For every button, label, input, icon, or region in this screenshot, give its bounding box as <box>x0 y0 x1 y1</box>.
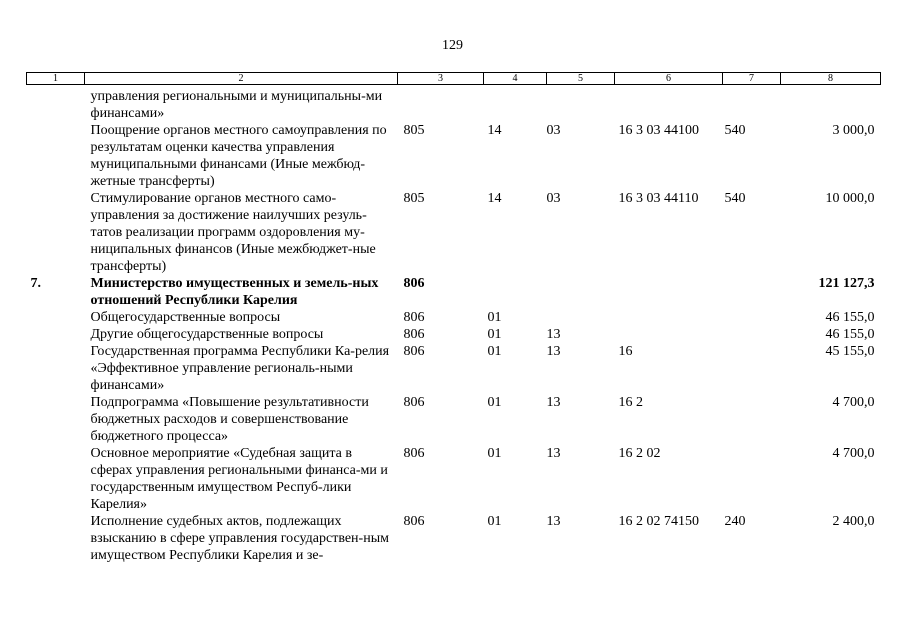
table-row <box>27 85 881 123</box>
table-row <box>27 326 881 343</box>
amount-cell <box>781 85 881 123</box>
row-name-cell: Государственная программа Республики Ка-релия «Эффективное управление региональ-ными финансами» <box>90 344 390 393</box>
target-article-cell <box>615 85 723 123</box>
header-cell: 5 <box>547 73 615 85</box>
subsection-code-cell: 13 <box>546 327 561 342</box>
section-code-cell: 01 <box>487 310 502 325</box>
row-name-cell: Другие общегосударственные вопросы <box>90 327 324 342</box>
column-number-header <box>27 73 881 85</box>
target-article-cell: 16 3 03 44110 <box>618 191 699 206</box>
ministry-code-cell: 805 <box>403 123 425 138</box>
expense-type-cell <box>723 309 781 326</box>
section-code-cell: 01 <box>487 395 502 410</box>
target-article-cell <box>615 275 723 309</box>
expense-type-cell <box>723 445 781 513</box>
subsection-code-cell: 13 <box>546 514 561 529</box>
amount-cell: 10 000,0 <box>825 191 875 206</box>
table-row <box>27 122 881 190</box>
table-row <box>27 394 881 445</box>
header-cell: 3 <box>398 73 484 85</box>
header-cell: 4 <box>484 73 547 85</box>
section-code-cell: 01 <box>487 514 502 529</box>
subsection-code-cell: 03 <box>546 191 561 206</box>
section-code-cell <box>484 275 547 309</box>
table-row <box>27 513 881 564</box>
row-name-cell: управления региональными и муниципальны-ми финансами» <box>90 89 383 121</box>
amount-cell: 2 400,0 <box>832 514 875 529</box>
expense-type-cell <box>723 275 781 309</box>
row-number-cell <box>27 122 85 190</box>
expense-type-cell: 540 <box>724 123 746 138</box>
row-name-cell: Подпрограмма «Повышение результативности бюджетных расходов и совершенствование бюджетного процесса» <box>90 395 369 444</box>
ministry-code-cell: 806 <box>403 344 425 359</box>
subsection-code-cell: 03 <box>546 123 561 138</box>
target-article-cell: 16 2 02 <box>618 446 661 461</box>
target-article-cell: 16 2 <box>618 395 643 410</box>
subsection-code-cell: 13 <box>546 344 561 359</box>
ministry-code-cell: 806 <box>403 327 425 342</box>
expense-type-cell <box>723 85 781 123</box>
header-cell: 2 <box>85 73 398 85</box>
subsection-code-cell: 13 <box>546 395 561 410</box>
row-number-cell <box>27 445 85 513</box>
section-code-cell: 01 <box>487 327 502 342</box>
row-number-cell <box>27 309 85 326</box>
ministry-code-cell <box>398 85 484 123</box>
amount-cell: 3 000,0 <box>832 123 875 138</box>
ministry-code-cell: 806 <box>403 276 425 291</box>
row-name-cell: Министерство имущественных и земель-ных отношений Республики Карелия <box>90 276 379 308</box>
ministry-code-cell: 806 <box>403 446 425 461</box>
expense-type-cell: 540 <box>724 191 746 206</box>
expense-type-cell <box>723 343 781 394</box>
header-cell: 1 <box>27 73 85 85</box>
section-code-cell: 14 <box>487 123 502 138</box>
row-name-cell: Основное мероприятие «Судебная защита в сферах управления региональными финанса-ми и государственным имуществом Респуб-лики Карелия» <box>90 446 388 512</box>
row-name-cell: Исполнение судебных актов, подлежащих взысканию в сфере управления государствен-ным имуществом Республики Карелия и зе- <box>90 514 389 563</box>
amount-cell: 45 155,0 <box>825 344 875 359</box>
row-name-cell: Общегосударственные вопросы <box>90 310 281 325</box>
ministry-code-cell: 806 <box>403 514 425 529</box>
subsection-code-cell: 13 <box>546 446 561 461</box>
amount-cell: 4 700,0 <box>832 446 875 461</box>
section-code-cell <box>484 85 547 123</box>
expense-type-cell <box>723 326 781 343</box>
table-row <box>27 190 881 275</box>
row-number-cell <box>27 85 85 123</box>
ministry-code-cell: 806 <box>403 395 425 410</box>
expense-type-cell: 240 <box>724 514 746 529</box>
budget-table <box>26 72 881 564</box>
expense-type-cell <box>723 394 781 445</box>
table-row <box>27 275 881 309</box>
table-row <box>27 445 881 513</box>
section-code-cell: 14 <box>487 191 502 206</box>
page-number: 129 <box>442 38 463 53</box>
row-name-cell: Стимулирование органов местного само-управления за достижение наилучших резуль-татов реализации программ оздоровления му-ниципальных финансов (Иные межбюджет-ные трансферты) <box>90 191 376 274</box>
row-number-cell <box>27 513 85 564</box>
subsection-code-cell <box>547 309 615 326</box>
table-body <box>27 85 881 565</box>
ministry-code-cell: 806 <box>403 310 425 325</box>
section-code-cell: 01 <box>487 344 502 359</box>
target-article-cell: 16 2 02 74150 <box>618 514 699 529</box>
table-row <box>27 309 881 326</box>
amount-cell: 4 700,0 <box>832 395 875 410</box>
target-article-cell: 16 3 03 44100 <box>618 123 699 138</box>
header-cell: 7 <box>723 73 781 85</box>
subsection-code-cell <box>547 275 615 309</box>
target-article-cell <box>615 309 723 326</box>
target-article-cell: 16 <box>618 344 633 359</box>
row-number-cell <box>27 190 85 275</box>
row-number-cell <box>27 343 85 394</box>
row-number-cell <box>27 394 85 445</box>
subsection-code-cell <box>547 85 615 123</box>
amount-cell: 46 155,0 <box>825 310 875 325</box>
row-name-cell: Поощрение органов местного самоуправления по результатам оценки качества управления муниципальными финансами (Иные межбюд-жетные трансферты) <box>90 123 387 189</box>
amount-cell: 121 127,3 <box>818 276 875 291</box>
target-article-cell <box>615 326 723 343</box>
row-number-cell: 7. <box>30 276 41 291</box>
section-code-cell: 01 <box>487 446 502 461</box>
table-row <box>27 343 881 394</box>
ministry-code-cell: 805 <box>403 191 425 206</box>
row-number-cell <box>27 326 85 343</box>
header-cell: 8 <box>781 73 881 85</box>
header-cell: 6 <box>615 73 723 85</box>
amount-cell: 46 155,0 <box>825 327 875 342</box>
